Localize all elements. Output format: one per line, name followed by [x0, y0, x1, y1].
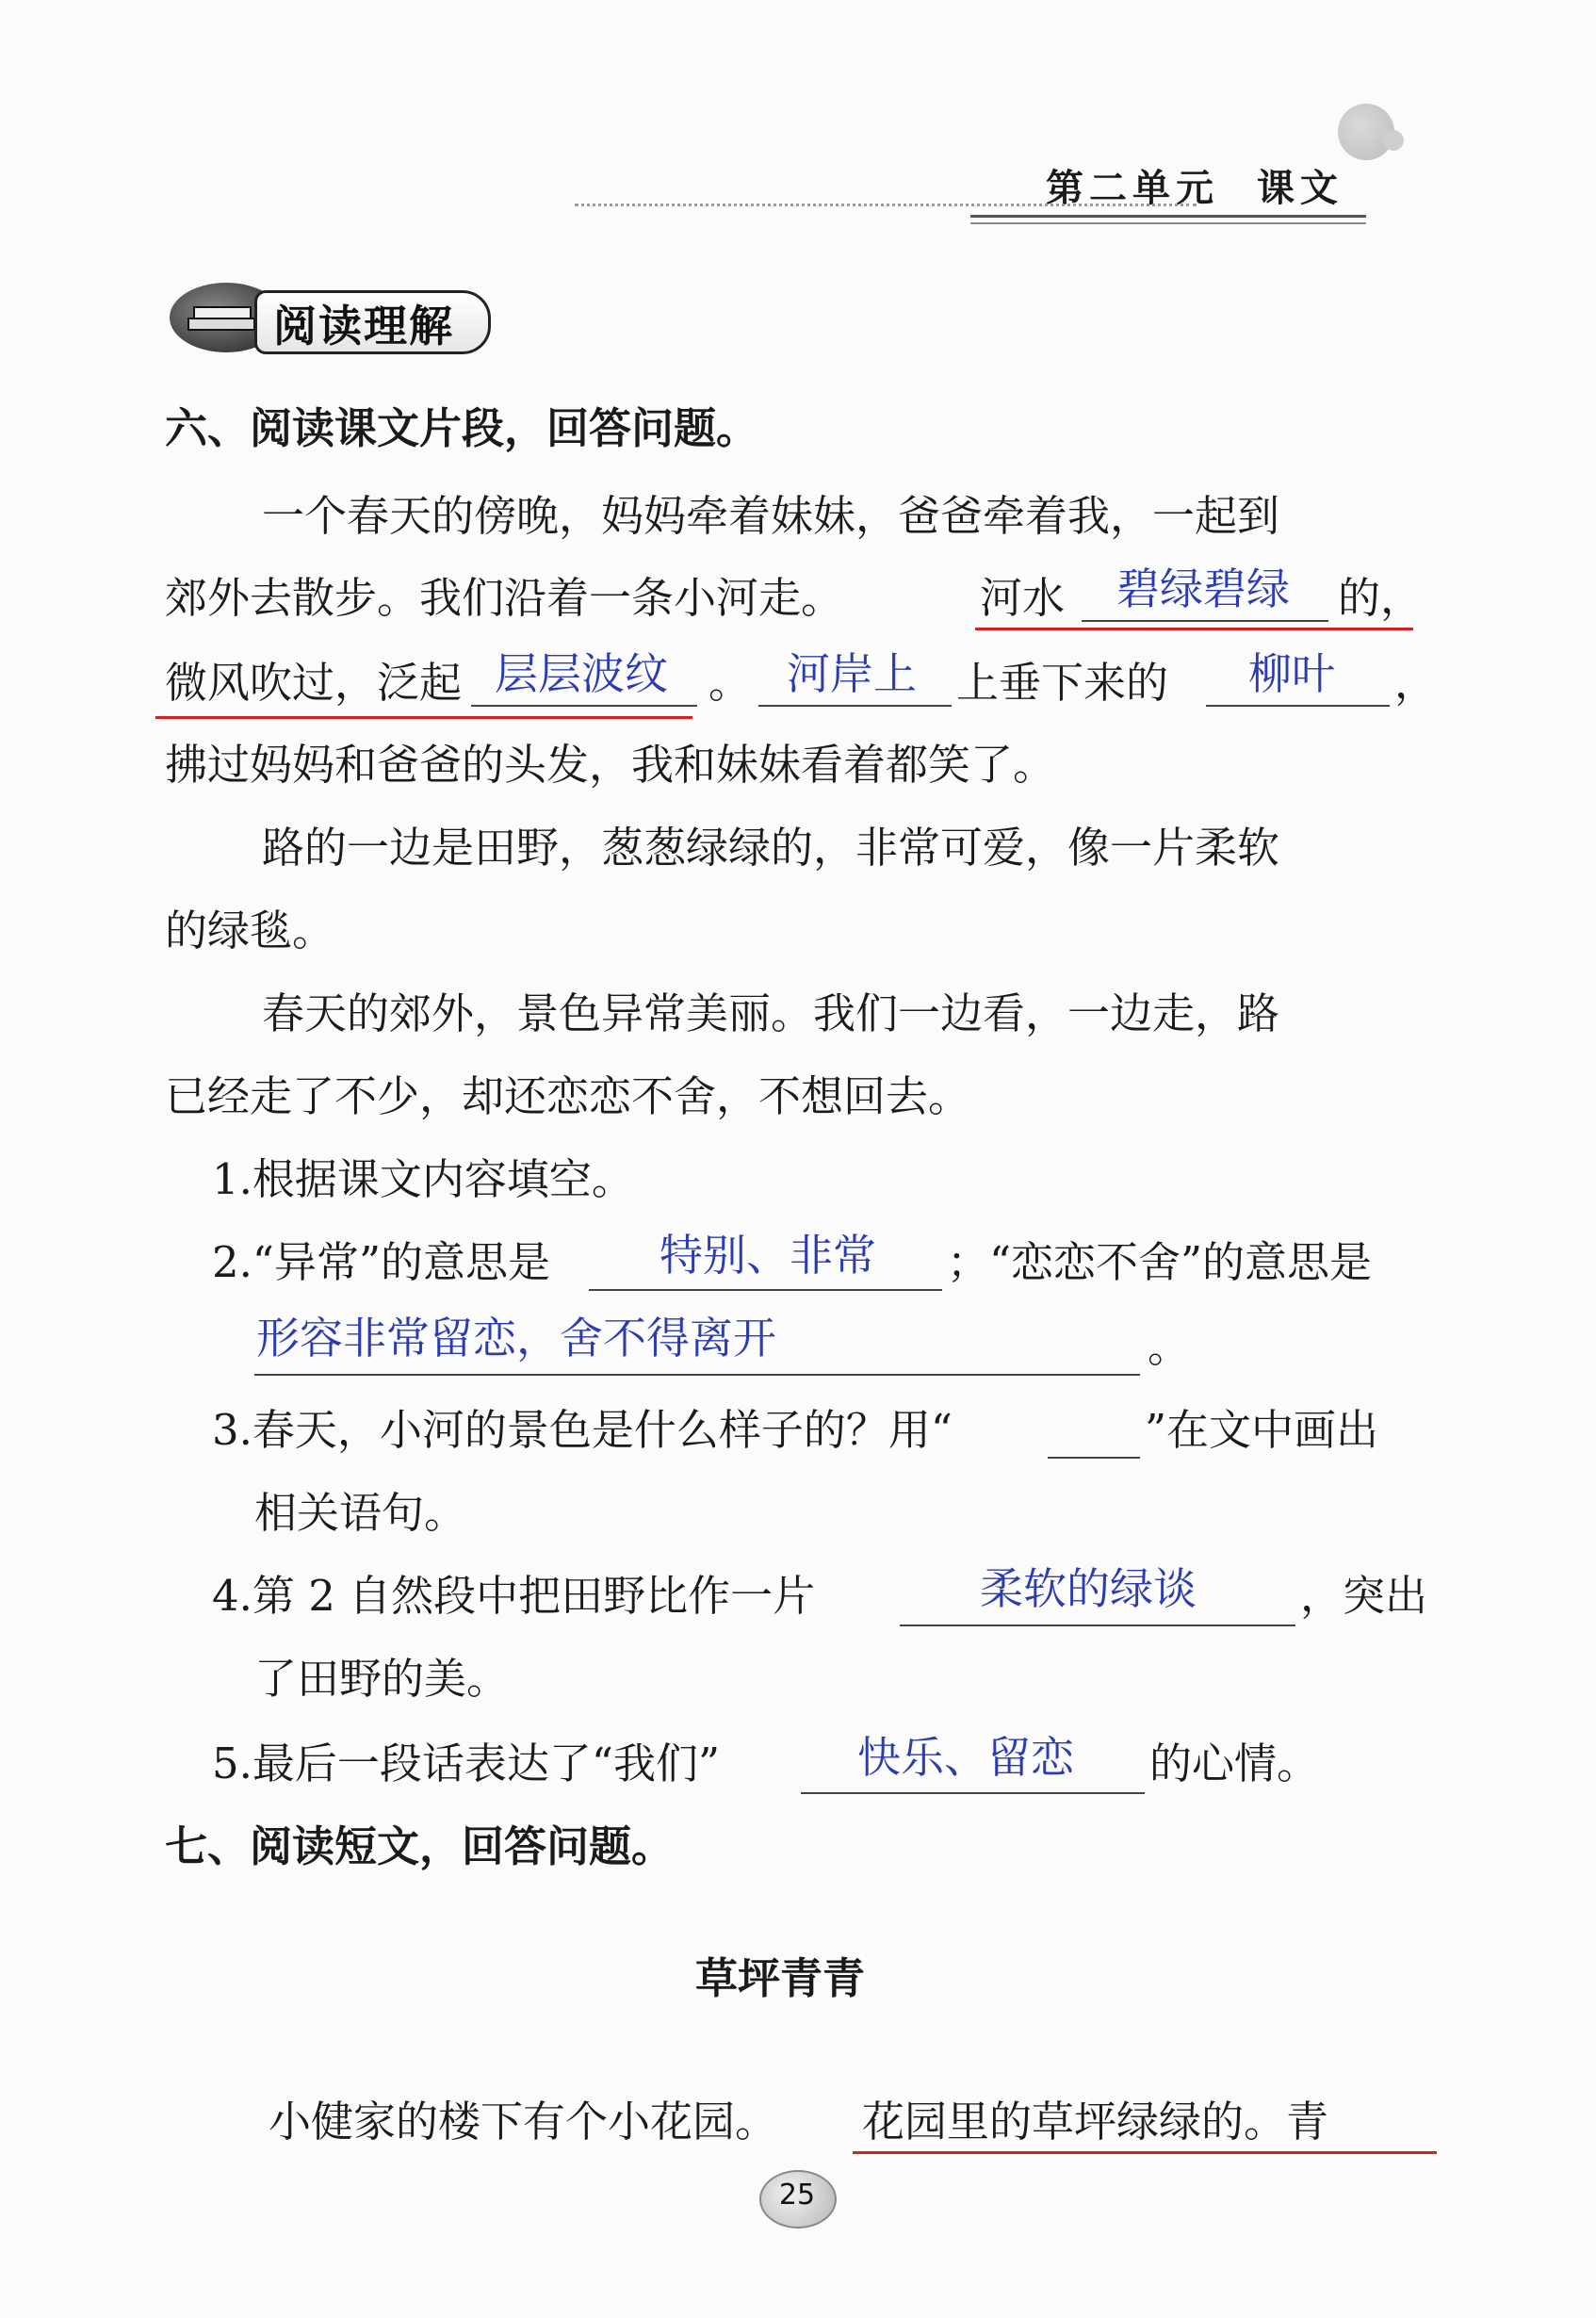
- paragraph-text: 微风吹过，泛起: [165, 658, 463, 708]
- question-4-part: ，突出: [1300, 1571, 1428, 1621]
- fill-blank-4[interactable]: [1206, 705, 1390, 707]
- underline-sample: [1048, 1457, 1140, 1459]
- question-2: 2.“异常”的意思是: [212, 1237, 550, 1287]
- handwritten-answer: 特别、非常: [660, 1230, 876, 1281]
- paragraph-text: 花园里的草坪绿绿的。青: [862, 2097, 1329, 2147]
- paragraph-line: 春天的郊外，景色异常美丽。我们一边看，一边走，路: [262, 988, 1280, 1038]
- red-underline: [975, 628, 1413, 630]
- question-1: 1.根据课文内容填空。: [212, 1154, 634, 1204]
- page-header: [565, 141, 1376, 226]
- red-underline: [853, 2151, 1437, 2154]
- section-six-heading: 六、阅读课文片段，回答问题。: [165, 403, 759, 453]
- unit-title: 第二单元 课文: [1046, 167, 1344, 210]
- question-2-end: 。: [1148, 1322, 1191, 1372]
- question-5: 5.最后一段话表达了“我们”: [212, 1738, 720, 1788]
- page-number: 25: [778, 2179, 816, 2212]
- section-seven-heading: 七、阅读短文，回答问题。: [165, 1821, 675, 1871]
- handwritten-answer: 河岸上: [787, 648, 917, 699]
- paragraph-line: 拂过妈妈和爸爸的头发，我和妹妹看着都笑了。: [165, 740, 1056, 790]
- fill-blank-q2a[interactable]: [589, 1289, 942, 1291]
- question-4: 4.第 2 自然段中把田野比作一片: [212, 1571, 816, 1621]
- passage-title: 草坪青青: [695, 1953, 866, 2003]
- header-rule: [970, 222, 1366, 224]
- question-2-part: ；“恋恋不舍”的意思是: [947, 1237, 1373, 1287]
- fill-blank-q2b[interactable]: [254, 1374, 1140, 1376]
- paragraph-line: 路的一边是田野，葱葱绿绿的，非常可爱，像一片柔软: [262, 823, 1280, 873]
- handwritten-answer: 柳叶: [1248, 648, 1335, 699]
- fill-blank-2[interactable]: [471, 705, 697, 707]
- header-dotted-line: [575, 204, 1197, 206]
- question-5-part: 的心情。: [1149, 1738, 1320, 1788]
- section-label: 阅读理解: [273, 301, 454, 351]
- question-3: 3.春天，小河的景色是什么样子的？用“: [212, 1405, 953, 1455]
- paragraph-text: 的，: [1338, 573, 1424, 623]
- question-3-line2: 相关语句。: [254, 1488, 467, 1538]
- handwritten-answer: 层层波纹: [495, 648, 668, 699]
- fill-blank-q5[interactable]: [801, 1792, 1145, 1794]
- paragraph-text: ，: [1394, 658, 1438, 708]
- handwritten-answer: 形容非常留恋，舍不得离开: [256, 1313, 776, 1363]
- paragraph-line: 的绿毯。: [165, 906, 335, 955]
- fill-blank-3[interactable]: [758, 705, 952, 707]
- paragraph-line: 一个春天的傍晚，妈妈牵着妹妹，爸爸牵着我，一起到: [262, 491, 1280, 541]
- paragraph-text: 。: [708, 658, 752, 708]
- decorative-dot: [1383, 130, 1404, 151]
- question-3-part: ”在文中画出: [1145, 1405, 1379, 1455]
- books-icon: [181, 300, 266, 337]
- red-underline: [155, 716, 692, 719]
- question-4-line2: 了田野的美。: [254, 1654, 510, 1704]
- paragraph-text: 河水: [980, 573, 1066, 623]
- handwritten-answer: 快乐、留恋: [857, 1732, 1074, 1783]
- header-rule: [970, 215, 1366, 218]
- paragraph-line: 已经走了不少，却还恋恋不舍，不想回去。: [165, 1071, 971, 1121]
- paragraph-line: 郊外去散步。我们沿着一条小河走。: [165, 573, 844, 623]
- handwritten-answer: 柔软的绿谈: [980, 1563, 1197, 1614]
- paragraph-text: 上垂下来的: [956, 658, 1169, 708]
- handwritten-answer: 碧绿碧绿: [1116, 563, 1290, 614]
- fill-blank-1[interactable]: [1082, 620, 1328, 622]
- paragraph-text: 小健家的楼下有个小花园。: [269, 2097, 778, 2147]
- fill-blank-q4[interactable]: [900, 1624, 1295, 1626]
- section-badge: [170, 273, 499, 358]
